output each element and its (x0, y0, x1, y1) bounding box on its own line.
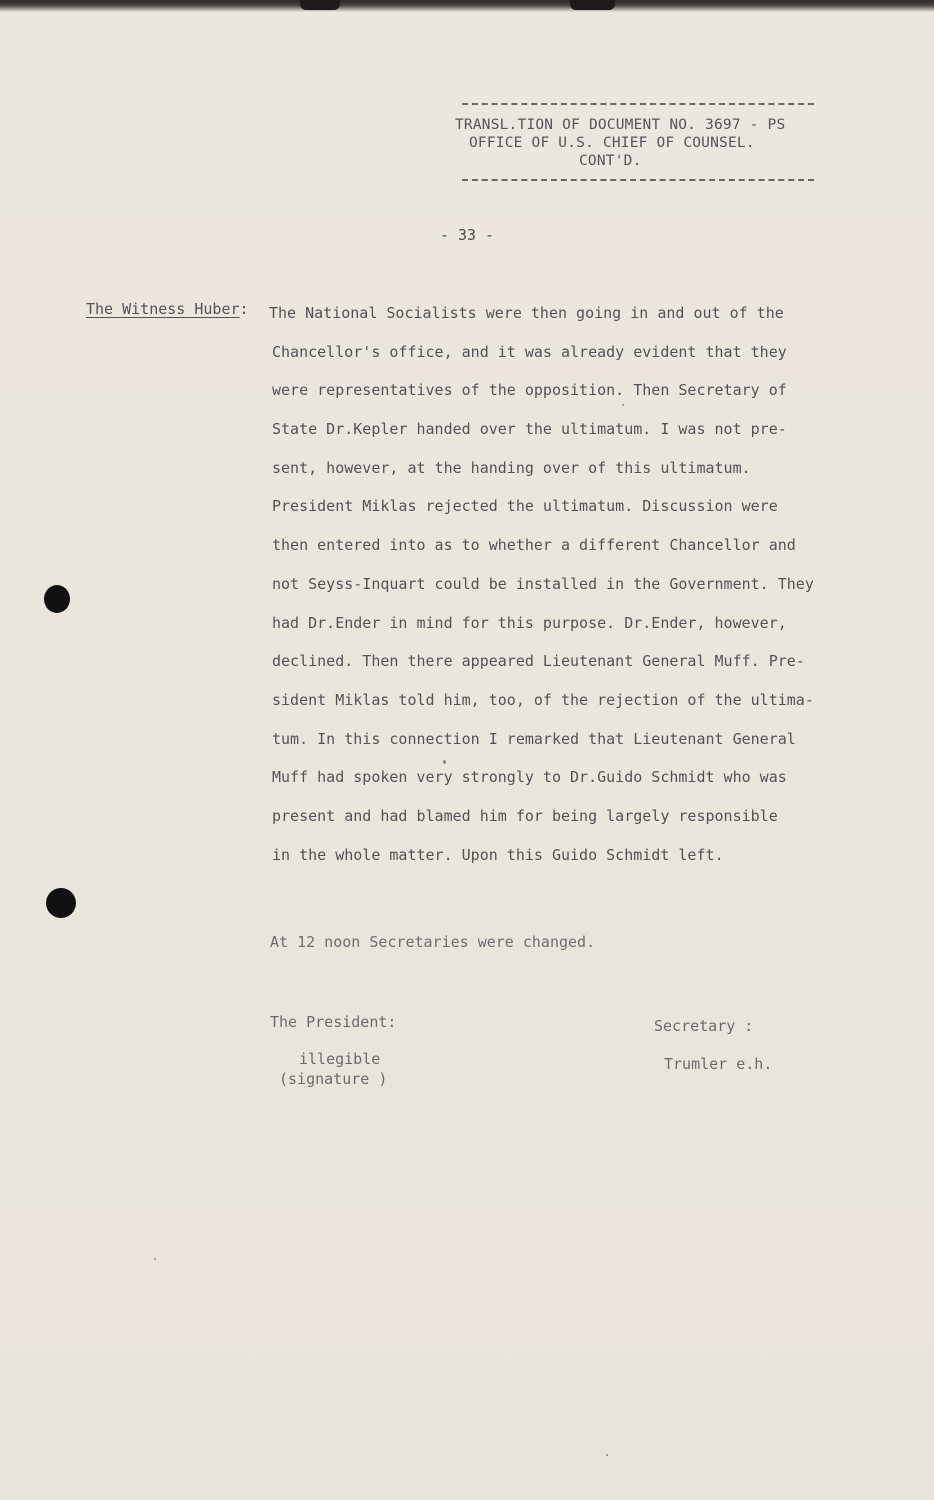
secretary-signature-block (654, 1016, 772, 1074)
header-continued: CONT'D. (579, 153, 642, 169)
testimony-text (269, 300, 862, 880)
testimony-line: declined. Then there appeared Lieutenant General Muff. Pre- (272, 652, 805, 671)
testimony-line: present and had blamed him for being largely responsible (272, 806, 778, 825)
secretary-title: Secretary : (654, 1017, 754, 1035)
testimony-line: Muff had spoken very strongly to Dr.Guido Schmidt who was (272, 768, 787, 787)
paper-speck (606, 1454, 608, 1456)
paper-speck (154, 1258, 156, 1260)
president-title: The President: (270, 1013, 397, 1031)
testimony-line: President Miklas rejected the ultimatum. Discussion were (272, 497, 778, 516)
testimony-line: State Dr.Kepler handed over the ultimatum. I was not pre- (272, 420, 787, 439)
testimony-line: in the whole matter. Upon this Guido Schmidt left. (272, 845, 724, 864)
speaker-name: The Witness Huber (86, 300, 240, 318)
testimony-line: not Seyss-Inquart could be installed in the Government. They (272, 574, 814, 593)
punch-hole (46, 888, 76, 918)
testimony-line: The National Socialists were then going in and out of the (269, 304, 784, 322)
president-signature-block (270, 1012, 396, 1089)
page-number: - 33 - (439, 226, 495, 244)
closing-note: At 12 noon Secretaries were changed. (270, 933, 596, 951)
header-rule-top (462, 103, 814, 105)
scan-edge-mark (300, 0, 340, 10)
header-office: OFFICE OF U.S. CHIEF OF COUNSEL. (469, 135, 755, 151)
testimony-line: sident Miklas told him, too, of the rejection of the ultima- (272, 690, 814, 709)
president-signature-note: (signature ) (279, 1070, 388, 1088)
testimony-line: sent, however, at the handing over of this ultimatum. (272, 458, 751, 477)
document-header (455, 116, 835, 170)
speaker-colon: : (239, 300, 249, 318)
testimony-line: tum. In this connection I remarked that Lieutenant General (272, 729, 796, 748)
president-name: illegible (299, 1050, 381, 1068)
paper-speck (443, 760, 446, 764)
punch-hole (44, 585, 70, 613)
header-rule-bottom (462, 179, 814, 181)
secretary-name: Trumler e.h. (664, 1055, 773, 1073)
header-title: TRANSL.TION OF DOCUMENT NO. 3697 - PS (455, 117, 786, 133)
scan-edge-mark (570, 0, 615, 10)
testimony-line: had Dr.Ender in mind for this purpose. Dr.Ender, however, (272, 613, 787, 632)
testimony-line: were representatives of the opposition. Then Secretary of (272, 381, 787, 400)
scan-top-edge (0, 0, 934, 12)
speaker-label (86, 300, 249, 318)
testimony-line: Chancellor's office, and it was already evident that they (272, 342, 787, 361)
testimony-line: then entered into as to whether a different Chancellor and (272, 536, 796, 555)
paper-speck (622, 404, 624, 406)
